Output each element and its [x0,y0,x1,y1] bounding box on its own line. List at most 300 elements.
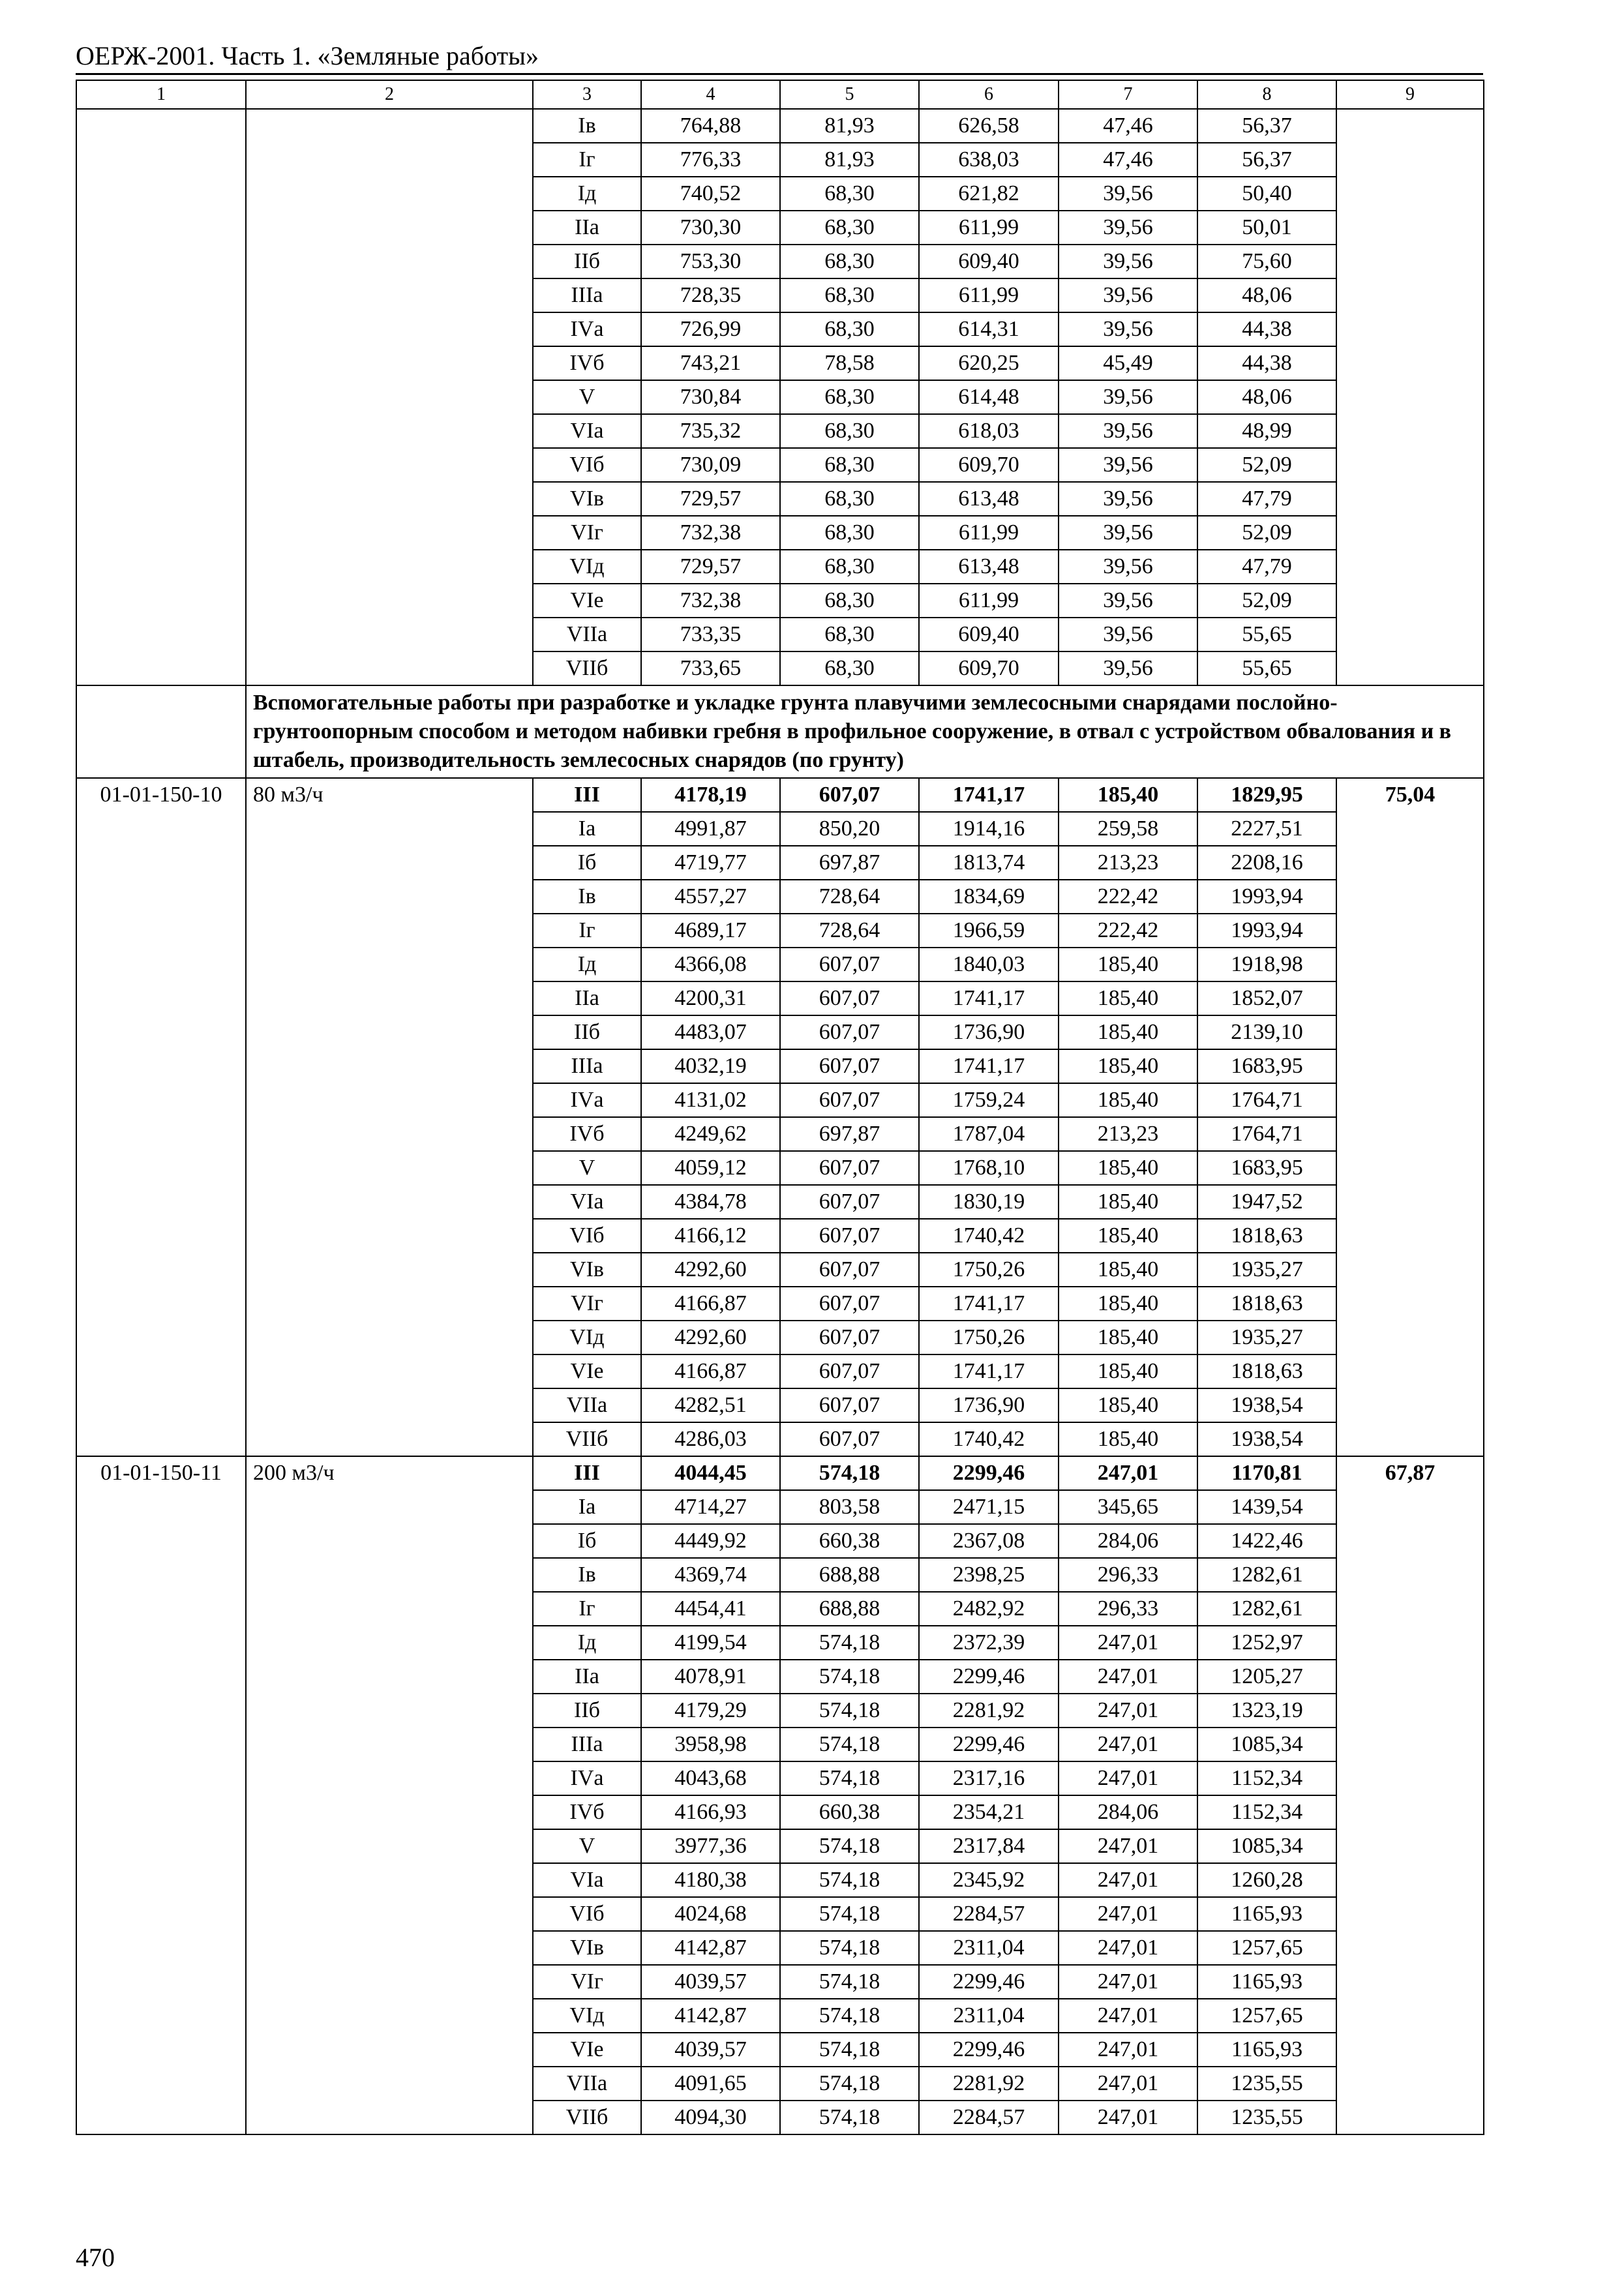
category-cell: Iб [533,846,641,880]
value-cell: 4286,03 [641,1422,780,1456]
value-cell: 753,30 [641,245,780,278]
category-cell: Iв [533,109,641,143]
item-code: 01-01-150-11 [76,1456,246,2134]
value-cell: 4032,19 [641,1049,780,1083]
value-cell: 1818,63 [1197,1219,1336,1253]
value-cell: 735,32 [641,414,780,448]
value-cell: 247,01 [1059,1863,1197,1897]
category-cell: V [533,1151,641,1185]
category-cell: IIIа [533,278,641,312]
category-cell: IVа [533,1761,641,1795]
value-cell: 247,01 [1059,1965,1197,1999]
category-cell: VIб [533,1219,641,1253]
value-cell: 1165,93 [1197,2033,1336,2067]
value-cell: 4369,74 [641,1558,780,1592]
category-cell: Iг [533,143,641,177]
category-cell: VIд [533,550,641,584]
value-cell: 1323,19 [1197,1694,1336,1728]
value-cell: 4292,60 [641,1253,780,1287]
category-cell: IIа [533,981,641,1015]
value-cell: 185,40 [1059,948,1197,981]
value-cell: 50,40 [1197,177,1336,211]
category-cell: VIг [533,1965,641,1999]
value-cell: 68,30 [780,278,919,312]
value-cell: 1818,63 [1197,1354,1336,1388]
value-cell: 4557,27 [641,880,780,914]
value-cell: 52,09 [1197,448,1336,482]
value-cell: 4142,87 [641,1999,780,2033]
value-cell: 1750,26 [919,1253,1059,1287]
category-cell: V [533,1829,641,1863]
value-cell: 1165,93 [1197,1965,1336,1999]
value-cell: 574,18 [780,1897,919,1931]
value-cell: 185,40 [1059,1015,1197,1049]
category-cell: VIд [533,1999,641,2033]
value-cell: 55,65 [1197,618,1336,651]
value-cell: 1085,34 [1197,1829,1336,1863]
value-cell: 607,07 [780,948,919,981]
value-cell: 1205,27 [1197,1660,1336,1694]
value-cell: 247,01 [1059,1999,1197,2033]
value-cell: 574,18 [780,1456,919,1490]
value-cell: 728,64 [780,914,919,948]
value-cell: 2284,57 [919,1897,1059,1931]
value-cell: 4719,77 [641,846,780,880]
value-cell: 296,33 [1059,1592,1197,1626]
value-cell: 2367,08 [919,1524,1059,1558]
value-cell: 185,40 [1059,1422,1197,1456]
category-cell: Iб [533,1524,641,1558]
value-cell: 607,07 [780,1015,919,1049]
value-cell: 39,56 [1059,414,1197,448]
value-cell: 4292,60 [641,1321,780,1354]
value-cell: 50,01 [1197,211,1336,245]
value-cell: 222,42 [1059,880,1197,914]
value-cell: 574,18 [780,1728,919,1761]
value-cell: 697,87 [780,846,919,880]
value-cell: 47,46 [1059,109,1197,143]
value-cell: 613,48 [919,482,1059,516]
category-cell: VIIб [533,1422,641,1456]
value-cell: 1736,90 [919,1015,1059,1049]
value-cell: 1935,27 [1197,1253,1336,1287]
value-cell: 4179,29 [641,1694,780,1728]
value-cell: 4059,12 [641,1151,780,1185]
value-cell: 740,52 [641,177,780,211]
value-cell: 4044,45 [641,1456,780,1490]
value-cell: 574,18 [780,2067,919,2101]
value-cell: 607,07 [780,1151,919,1185]
value-cell: 259,58 [1059,812,1197,846]
value-cell: 1235,55 [1197,2101,1336,2134]
value-cell: 247,01 [1059,2101,1197,2134]
category-cell: VIд [533,1321,641,1354]
value-cell: 733,65 [641,651,780,685]
value-cell: 2299,46 [919,1965,1059,1999]
category-cell: VIа [533,1863,641,1897]
value-cell: 68,30 [780,550,919,584]
value-cell: 48,06 [1197,380,1336,414]
value-cell: 1840,03 [919,948,1059,981]
value-cell: 68,30 [780,448,919,482]
value-cell: 4166,93 [641,1795,780,1829]
value-cell: 247,01 [1059,1761,1197,1795]
category-cell: IIIа [533,1049,641,1083]
value-cell: 1152,34 [1197,1761,1336,1795]
value-cell: 688,88 [780,1558,919,1592]
value-cell: 609,70 [919,651,1059,685]
value-cell: 1282,61 [1197,1592,1336,1626]
value-cell: 284,06 [1059,1524,1197,1558]
value-cell: 611,99 [919,584,1059,618]
value-cell: 4366,08 [641,948,780,981]
value-cell: 1935,27 [1197,1321,1336,1354]
category-cell: VIа [533,1185,641,1219]
value-cell: 621,82 [919,177,1059,211]
value-cell: 607,07 [780,981,919,1015]
column-number-cell: 7 [1059,80,1197,109]
value-cell: 56,37 [1197,109,1336,143]
value-cell: 39,56 [1059,482,1197,516]
value-cell: 4166,12 [641,1219,780,1253]
value-cell: 2281,92 [919,1694,1059,1728]
value-cell: 574,18 [780,2101,919,2134]
value-cell: 2311,04 [919,1999,1059,2033]
column-number-cell: 8 [1197,80,1336,109]
value-cell: 607,07 [780,1083,919,1117]
value-cell: 1787,04 [919,1117,1059,1151]
value-cell: 2317,16 [919,1761,1059,1795]
category-cell: IVб [533,1117,641,1151]
value-cell: 1947,52 [1197,1185,1336,1219]
item-name: 200 м3/ч [246,1456,533,2134]
category-cell: IIб [533,1694,641,1728]
category-cell: VIв [533,1253,641,1287]
category-cell: VIIа [533,1388,641,1422]
value-cell: 1764,71 [1197,1083,1336,1117]
value-cell: 247,01 [1059,1694,1197,1728]
document-header: ОЕРЖ-2001. Часть 1. «Земляные работы» [76,41,539,70]
category-cell: VIб [533,448,641,482]
value-cell: 1741,17 [919,1354,1059,1388]
value-cell: 2281,92 [919,2067,1059,2101]
value-cell: 81,93 [780,143,919,177]
item-name: 80 м3/ч [246,778,533,1456]
value-cell: 607,07 [780,1185,919,1219]
value-cell: 68,30 [780,380,919,414]
value-cell: 4091,65 [641,2067,780,2101]
value-cell: 44,38 [1197,346,1336,380]
table-row [76,109,1484,143]
value-cell: 247,01 [1059,1829,1197,1863]
value-cell: 2299,46 [919,1456,1059,1490]
value-cell: 247,01 [1059,2067,1197,2101]
value-cell: 39,56 [1059,278,1197,312]
column-number-cell: 1 [76,80,246,109]
value-cell: 1170,81 [1197,1456,1336,1490]
value-cell: 39,56 [1059,245,1197,278]
value-cell: 4094,30 [641,2101,780,2134]
category-cell: Iд [533,1626,641,1660]
value-cell: 1764,71 [1197,1117,1336,1151]
value-cell: 1257,65 [1197,1999,1336,2033]
value-cell: 1768,10 [919,1151,1059,1185]
value-cell: 1085,34 [1197,1728,1336,1761]
category-cell: Iа [533,1490,641,1524]
name-cell [246,109,533,685]
value-cell: 4178,19 [641,778,780,812]
value-cell: 607,07 [780,1321,919,1354]
value-cell: 2345,92 [919,1863,1059,1897]
value-cell: 730,84 [641,380,780,414]
value-cell: 607,07 [780,1219,919,1253]
value-cell: 574,18 [780,1694,919,1728]
value-cell: 247,01 [1059,1931,1197,1965]
value-cell: 3958,98 [641,1728,780,1761]
value-cell: 39,56 [1059,448,1197,482]
column-number-row [76,80,1484,109]
header-rule [76,73,1483,75]
value-cell: 2299,46 [919,1660,1059,1694]
value-cell: 56,37 [1197,143,1336,177]
value-cell: 4282,51 [641,1388,780,1422]
value-cell: 4200,31 [641,981,780,1015]
category-cell: III [533,1456,641,1490]
value-cell: 850,20 [780,812,919,846]
value-cell: 1938,54 [1197,1422,1336,1456]
value-cell: 609,40 [919,245,1059,278]
value-cell: 4483,07 [641,1015,780,1049]
labor-cell [1336,109,1484,685]
value-cell: 55,65 [1197,651,1336,685]
value-cell: 81,93 [780,109,919,143]
category-cell: VIIа [533,618,641,651]
value-cell: 247,01 [1059,1897,1197,1931]
value-cell: 44,38 [1197,312,1336,346]
category-cell: IVа [533,1083,641,1117]
value-cell: 2299,46 [919,2033,1059,2067]
labor-cell: 67,87 [1336,1456,1484,2134]
value-cell: 1741,17 [919,1049,1059,1083]
value-cell: 611,99 [919,516,1059,550]
value-cell: 1918,98 [1197,948,1336,981]
value-cell: 1165,93 [1197,1897,1336,1931]
value-cell: 1683,95 [1197,1151,1336,1185]
category-cell: Iг [533,914,641,948]
value-cell: 185,40 [1059,1083,1197,1117]
value-cell: 2139,10 [1197,1015,1336,1049]
value-cell: 1282,61 [1197,1558,1336,1592]
value-cell: 730,09 [641,448,780,482]
value-cell: 284,06 [1059,1795,1197,1829]
value-cell: 2398,25 [919,1558,1059,1592]
value-cell: 1852,07 [1197,981,1336,1015]
category-cell: Iв [533,1558,641,1592]
value-cell: 185,40 [1059,1185,1197,1219]
value-cell: 4384,78 [641,1185,780,1219]
value-cell: 1741,17 [919,778,1059,812]
value-cell: 4991,87 [641,812,780,846]
value-cell: 68,30 [780,211,919,245]
value-cell: 2208,16 [1197,846,1336,880]
category-cell: VIе [533,1354,641,1388]
value-cell: 620,25 [919,346,1059,380]
value-cell: 45,49 [1059,346,1197,380]
value-cell: 574,18 [780,1863,919,1897]
category-cell: VIIб [533,2101,641,2134]
category-cell: VIIа [533,2067,641,2101]
value-cell: 1152,34 [1197,1795,1336,1829]
value-cell: 1741,17 [919,1287,1059,1321]
value-cell: 1257,65 [1197,1931,1336,1965]
value-cell: 638,03 [919,143,1059,177]
value-cell: 48,06 [1197,278,1336,312]
value-cell: 185,40 [1059,1321,1197,1354]
category-cell: IIб [533,245,641,278]
value-cell: 47,79 [1197,482,1336,516]
value-cell: 247,01 [1059,1456,1197,1490]
value-cell: 68,30 [780,245,919,278]
value-cell: 732,38 [641,584,780,618]
value-cell: 1740,42 [919,1422,1059,1456]
value-cell: 4166,87 [641,1354,780,1388]
value-cell: 726,99 [641,312,780,346]
category-cell: IVб [533,346,641,380]
value-cell: 660,38 [780,1524,919,1558]
value-cell: 697,87 [780,1117,919,1151]
value-cell: 39,56 [1059,380,1197,414]
value-cell: 728,64 [780,880,919,914]
value-cell: 247,01 [1059,1626,1197,1660]
value-cell: 607,07 [780,1253,919,1287]
value-cell: 39,56 [1059,651,1197,685]
value-cell: 574,18 [780,1761,919,1795]
value-cell: 732,38 [641,516,780,550]
value-cell: 68,30 [780,584,919,618]
value-cell: 3977,36 [641,1829,780,1863]
value-cell: 574,18 [780,1965,919,1999]
category-cell: VIа [533,414,641,448]
value-cell: 611,99 [919,278,1059,312]
value-cell: 39,56 [1059,550,1197,584]
value-cell: 743,21 [641,346,780,380]
column-number-cell: 2 [246,80,533,109]
value-cell: 185,40 [1059,1219,1197,1253]
value-cell: 78,58 [780,346,919,380]
column-number-cell: 4 [641,80,780,109]
value-cell: 185,40 [1059,981,1197,1015]
value-cell: 4166,87 [641,1287,780,1321]
category-cell: VIг [533,516,641,550]
value-cell: 39,56 [1059,584,1197,618]
section-spacer-cell [76,685,246,778]
value-cell: 4039,57 [641,2033,780,2067]
value-cell: 213,23 [1059,1117,1197,1151]
value-cell: 4180,38 [641,1863,780,1897]
category-cell: IIб [533,1015,641,1049]
value-cell: 39,56 [1059,618,1197,651]
value-cell: 729,57 [641,550,780,584]
column-number-cell: 3 [533,80,641,109]
category-cell: VIе [533,584,641,618]
value-cell: 607,07 [780,1354,919,1388]
value-cell: 48,99 [1197,414,1336,448]
rates-table [76,80,1484,2135]
code-cell [76,109,246,685]
category-cell: IVб [533,1795,641,1829]
column-number-cell: 5 [780,80,919,109]
value-cell: 185,40 [1059,1049,1197,1083]
category-cell: IIIа [533,1728,641,1761]
value-cell: 1741,17 [919,981,1059,1015]
value-cell: 803,58 [780,1490,919,1524]
value-cell: 52,09 [1197,584,1336,618]
section-row [76,685,1484,778]
item-code: 01-01-150-10 [76,778,246,1456]
labor-cell: 75,04 [1336,778,1484,1456]
category-cell: VIе [533,2033,641,2067]
value-cell: 4714,27 [641,1490,780,1524]
value-cell: 660,38 [780,1795,919,1829]
category-cell: VIIб [533,651,641,685]
item-main-row [76,778,1484,812]
value-cell: 185,40 [1059,1388,1197,1422]
value-cell: 4131,02 [641,1083,780,1117]
value-cell: 2227,51 [1197,812,1336,846]
value-cell: 574,18 [780,1660,919,1694]
value-cell: 68,30 [780,414,919,448]
value-cell: 4454,41 [641,1592,780,1626]
category-cell: III [533,778,641,812]
value-cell: 613,48 [919,550,1059,584]
value-cell: 574,18 [780,1931,919,1965]
value-cell: 1740,42 [919,1219,1059,1253]
value-cell: 1235,55 [1197,2067,1336,2101]
value-cell: 247,01 [1059,1728,1197,1761]
value-cell: 345,65 [1059,1490,1197,1524]
value-cell: 607,07 [780,778,919,812]
category-cell: VIб [533,1897,641,1931]
value-cell: 614,48 [919,380,1059,414]
value-cell: 39,56 [1059,312,1197,346]
value-cell: 1439,54 [1197,1490,1336,1524]
category-cell: Iд [533,177,641,211]
value-cell: 1914,16 [919,812,1059,846]
category-cell: VIв [533,482,641,516]
column-number-cell: 6 [919,80,1059,109]
value-cell: 75,60 [1197,245,1336,278]
category-cell: VIг [533,1287,641,1321]
value-cell: 2482,92 [919,1592,1059,1626]
value-cell: 68,30 [780,618,919,651]
value-cell: 607,07 [780,1388,919,1422]
value-cell: 4043,68 [641,1761,780,1795]
value-cell: 185,40 [1059,1287,1197,1321]
value-cell: 614,31 [919,312,1059,346]
value-cell: 68,30 [780,651,919,685]
value-cell: 2471,15 [919,1490,1059,1524]
value-cell: 4078,91 [641,1660,780,1694]
value-cell: 2372,39 [919,1626,1059,1660]
value-cell: 1813,74 [919,846,1059,880]
value-cell: 1252,97 [1197,1626,1336,1660]
value-cell: 4199,54 [641,1626,780,1660]
value-cell: 1683,95 [1197,1049,1336,1083]
value-cell: 68,30 [780,482,919,516]
value-cell: 1830,19 [919,1185,1059,1219]
value-cell: 574,18 [780,2033,919,2067]
value-cell: 4689,17 [641,914,780,948]
